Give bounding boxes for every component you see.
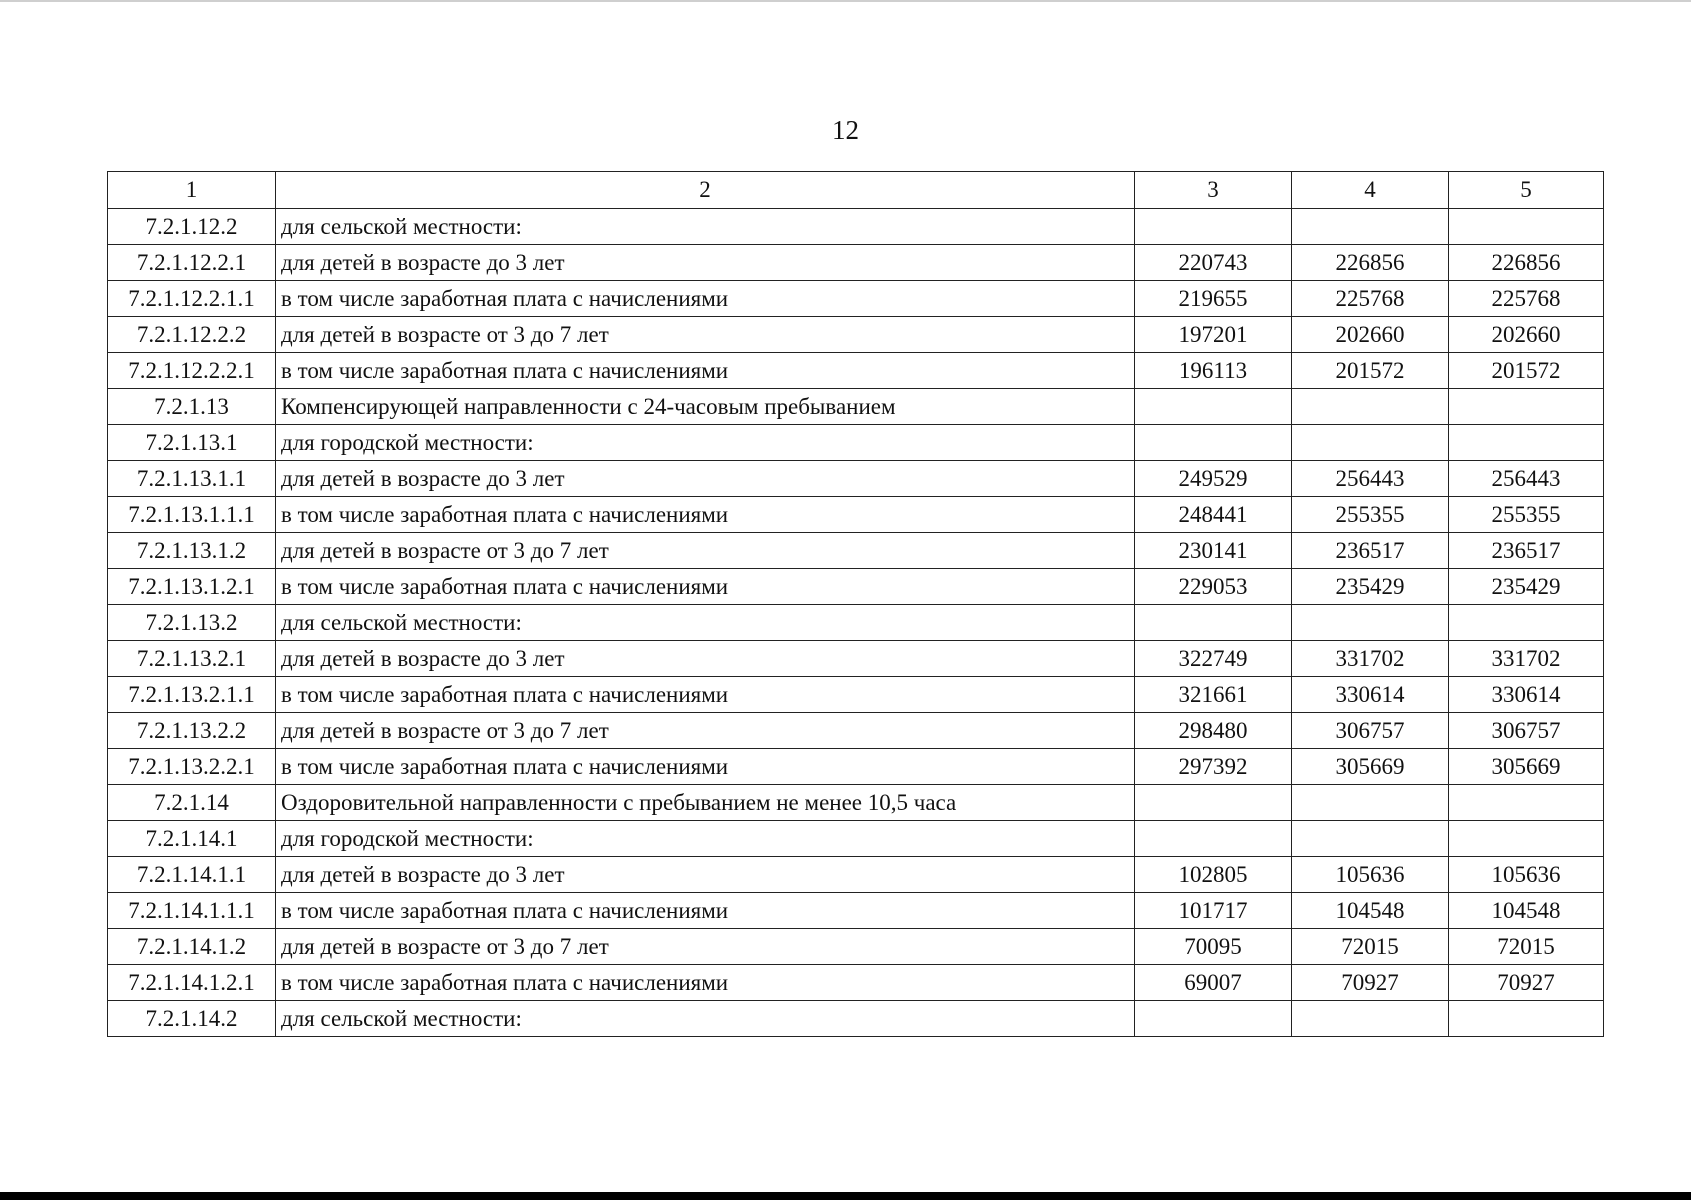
row-number-cell: 7.2.1.14.1.2.1: [108, 965, 276, 1001]
value-col-5-cell: 305669: [1449, 749, 1604, 785]
value-col-5-cell: 70927: [1449, 965, 1604, 1001]
row-number-cell: 7.2.1.12.2.1: [108, 245, 276, 281]
value-col-4-cell: [1292, 605, 1449, 641]
value-col-4-cell: [1292, 425, 1449, 461]
value-col-5-cell: [1449, 605, 1604, 641]
row-description-cell: в том числе заработная плата с начислениями: [276, 353, 1135, 389]
value-col-5-cell: 306757: [1449, 713, 1604, 749]
row-description-cell: для детей в возрасте до 3 лет: [276, 641, 1135, 677]
row-number-cell: 7.2.1.14.2: [108, 1001, 276, 1037]
value-col-3-cell: 298480: [1135, 713, 1292, 749]
row-number-cell: 7.2.1.12.2.2.1: [108, 353, 276, 389]
table-row: [108, 605, 1604, 641]
value-col-4-cell: 236517: [1292, 533, 1449, 569]
value-col-5-cell: [1449, 425, 1604, 461]
row-number-cell: 7.2.1.14.1: [108, 821, 276, 857]
row-description-cell: в том числе заработная плата с начислениями: [276, 893, 1135, 929]
header-col-4: 4: [1292, 172, 1449, 209]
value-col-5-cell: 201572: [1449, 353, 1604, 389]
table-row: [108, 425, 1604, 461]
table-row: [108, 749, 1604, 785]
value-col-5-cell: 256443: [1449, 461, 1604, 497]
value-col-3-cell: [1135, 209, 1292, 245]
row-number-cell: 7.2.1.13.2.2.1: [108, 749, 276, 785]
row-number-cell: 7.2.1.14.1.2: [108, 929, 276, 965]
row-description-cell: в том числе заработная плата с начислениями: [276, 497, 1135, 533]
row-description-cell: для сельской местности:: [276, 605, 1135, 641]
row-description-cell: для детей в возрасте до 3 лет: [276, 857, 1135, 893]
value-col-3-cell: 196113: [1135, 353, 1292, 389]
row-description-cell: для детей в возрасте до 3 лет: [276, 245, 1135, 281]
value-col-4-cell: 70927: [1292, 965, 1449, 1001]
table-row: [108, 209, 1604, 245]
value-col-5-cell: 331702: [1449, 641, 1604, 677]
table-row: [108, 281, 1604, 317]
value-col-5-cell: 236517: [1449, 533, 1604, 569]
table-row: [108, 677, 1604, 713]
value-col-5-cell: 225768: [1449, 281, 1604, 317]
value-col-4-cell: [1292, 209, 1449, 245]
value-col-3-cell: 297392: [1135, 749, 1292, 785]
value-col-5-cell: 105636: [1449, 857, 1604, 893]
table-row: [108, 785, 1604, 821]
tariff-table: [107, 171, 1604, 1037]
value-col-5-cell: 72015: [1449, 929, 1604, 965]
row-number-cell: 7.2.1.14: [108, 785, 276, 821]
table-row: [108, 569, 1604, 605]
value-col-3-cell: [1135, 425, 1292, 461]
table-row: [108, 497, 1604, 533]
value-col-4-cell: 201572: [1292, 353, 1449, 389]
row-description-cell: для городской местности:: [276, 821, 1135, 857]
value-col-5-cell: 255355: [1449, 497, 1604, 533]
value-col-5-cell: [1449, 785, 1604, 821]
value-col-5-cell: [1449, 389, 1604, 425]
table-row: [108, 929, 1604, 965]
row-number-cell: 7.2.1.13.2.2: [108, 713, 276, 749]
row-description-cell: в том числе заработная плата с начислениями: [276, 281, 1135, 317]
table-row: [108, 461, 1604, 497]
row-description-cell: в том числе заработная плата с начислениями: [276, 677, 1135, 713]
value-col-4-cell: 225768: [1292, 281, 1449, 317]
value-col-3-cell: 70095: [1135, 929, 1292, 965]
row-number-cell: 7.2.1.13.2.1: [108, 641, 276, 677]
table-row: [108, 893, 1604, 929]
value-col-5-cell: 330614: [1449, 677, 1604, 713]
value-col-4-cell: 330614: [1292, 677, 1449, 713]
value-col-4-cell: 104548: [1292, 893, 1449, 929]
table-row: [108, 821, 1604, 857]
value-col-3-cell: 220743: [1135, 245, 1292, 281]
row-number-cell: 7.2.1.13.1.1.1: [108, 497, 276, 533]
row-description-cell: в том числе заработная плата с начислениями: [276, 569, 1135, 605]
row-number-cell: 7.2.1.14.1.1: [108, 857, 276, 893]
value-col-5-cell: 202660: [1449, 317, 1604, 353]
row-description-cell: для детей в возрасте от 3 до 7 лет: [276, 317, 1135, 353]
value-col-5-cell: 226856: [1449, 245, 1604, 281]
value-col-4-cell: 305669: [1292, 749, 1449, 785]
value-col-3-cell: [1135, 785, 1292, 821]
header-col-1: 1: [108, 172, 276, 209]
table-row: [108, 965, 1604, 1001]
value-col-3-cell: [1135, 389, 1292, 425]
row-description-cell: Оздоровительной направленности с пребыванием не менее 10,5 часа: [276, 785, 1135, 821]
table-header-row: [108, 172, 1604, 209]
value-col-5-cell: 235429: [1449, 569, 1604, 605]
table-row: [108, 533, 1604, 569]
value-col-4-cell: [1292, 389, 1449, 425]
value-col-5-cell: [1449, 209, 1604, 245]
value-col-4-cell: 105636: [1292, 857, 1449, 893]
value-col-3-cell: 321661: [1135, 677, 1292, 713]
table-row: [108, 353, 1604, 389]
header-col-2: 2: [276, 172, 1135, 209]
row-number-cell: 7.2.1.13.1.2.1: [108, 569, 276, 605]
row-description-cell: для детей в возрасте от 3 до 7 лет: [276, 533, 1135, 569]
value-col-3-cell: [1135, 605, 1292, 641]
row-description-cell: для детей в возрасте до 3 лет: [276, 461, 1135, 497]
row-number-cell: 7.2.1.13.1.1: [108, 461, 276, 497]
value-col-4-cell: [1292, 1001, 1449, 1037]
value-col-5-cell: [1449, 1001, 1604, 1037]
value-col-4-cell: 72015: [1292, 929, 1449, 965]
table-row: [108, 389, 1604, 425]
value-col-3-cell: [1135, 1001, 1292, 1037]
table-row: [108, 1001, 1604, 1037]
value-col-4-cell: 226856: [1292, 245, 1449, 281]
row-description-cell: Компенсирующей направленности с 24-часовым пребыванием: [276, 389, 1135, 425]
value-col-3-cell: 322749: [1135, 641, 1292, 677]
value-col-4-cell: 235429: [1292, 569, 1449, 605]
row-description-cell: в том числе заработная плата с начислениями: [276, 749, 1135, 785]
table-row: [108, 857, 1604, 893]
row-number-cell: 7.2.1.12.2.2: [108, 317, 276, 353]
row-description-cell: для сельской местности:: [276, 209, 1135, 245]
value-col-4-cell: 331702: [1292, 641, 1449, 677]
table-row: [108, 317, 1604, 353]
value-col-4-cell: [1292, 821, 1449, 857]
row-number-cell: 7.2.1.12.2: [108, 209, 276, 245]
row-number-cell: 7.2.1.14.1.1.1: [108, 893, 276, 929]
table-body: [108, 209, 1604, 1037]
row-number-cell: 7.2.1.13.2.1.1: [108, 677, 276, 713]
value-col-5-cell: [1449, 821, 1604, 857]
scan-bottom-edge: [0, 1192, 1691, 1200]
value-col-3-cell: 229053: [1135, 569, 1292, 605]
value-col-3-cell: 230141: [1135, 533, 1292, 569]
row-description-cell: в том числе заработная плата с начислениями: [276, 965, 1135, 1001]
value-col-3-cell: 69007: [1135, 965, 1292, 1001]
row-number-cell: 7.2.1.13: [108, 389, 276, 425]
header-col-3: 3: [1135, 172, 1292, 209]
table-row: [108, 713, 1604, 749]
row-number-cell: 7.2.1.12.2.1.1: [108, 281, 276, 317]
value-col-3-cell: 248441: [1135, 497, 1292, 533]
value-col-4-cell: 202660: [1292, 317, 1449, 353]
value-col-5-cell: 104548: [1449, 893, 1604, 929]
row-number-cell: 7.2.1.13.1: [108, 425, 276, 461]
scan-top-edge: [0, 0, 1691, 2]
value-col-3-cell: [1135, 821, 1292, 857]
value-col-3-cell: 219655: [1135, 281, 1292, 317]
page-number: 12: [832, 115, 859, 145]
row-description-cell: для сельской местности:: [276, 1001, 1135, 1037]
header-col-5: 5: [1449, 172, 1604, 209]
row-description-cell: для детей в возрасте от 3 до 7 лет: [276, 713, 1135, 749]
value-col-3-cell: 249529: [1135, 461, 1292, 497]
value-col-3-cell: 101717: [1135, 893, 1292, 929]
value-col-3-cell: 197201: [1135, 317, 1292, 353]
value-col-4-cell: [1292, 785, 1449, 821]
table-row: [108, 245, 1604, 281]
row-description-cell: для городской местности:: [276, 425, 1135, 461]
row-number-cell: 7.2.1.13.1.2: [108, 533, 276, 569]
value-col-4-cell: 255355: [1292, 497, 1449, 533]
table-row: [108, 641, 1604, 677]
value-col-4-cell: 256443: [1292, 461, 1449, 497]
value-col-4-cell: 306757: [1292, 713, 1449, 749]
row-number-cell: 7.2.1.13.2: [108, 605, 276, 641]
row-description-cell: для детей в возрасте от 3 до 7 лет: [276, 929, 1135, 965]
value-col-3-cell: 102805: [1135, 857, 1292, 893]
